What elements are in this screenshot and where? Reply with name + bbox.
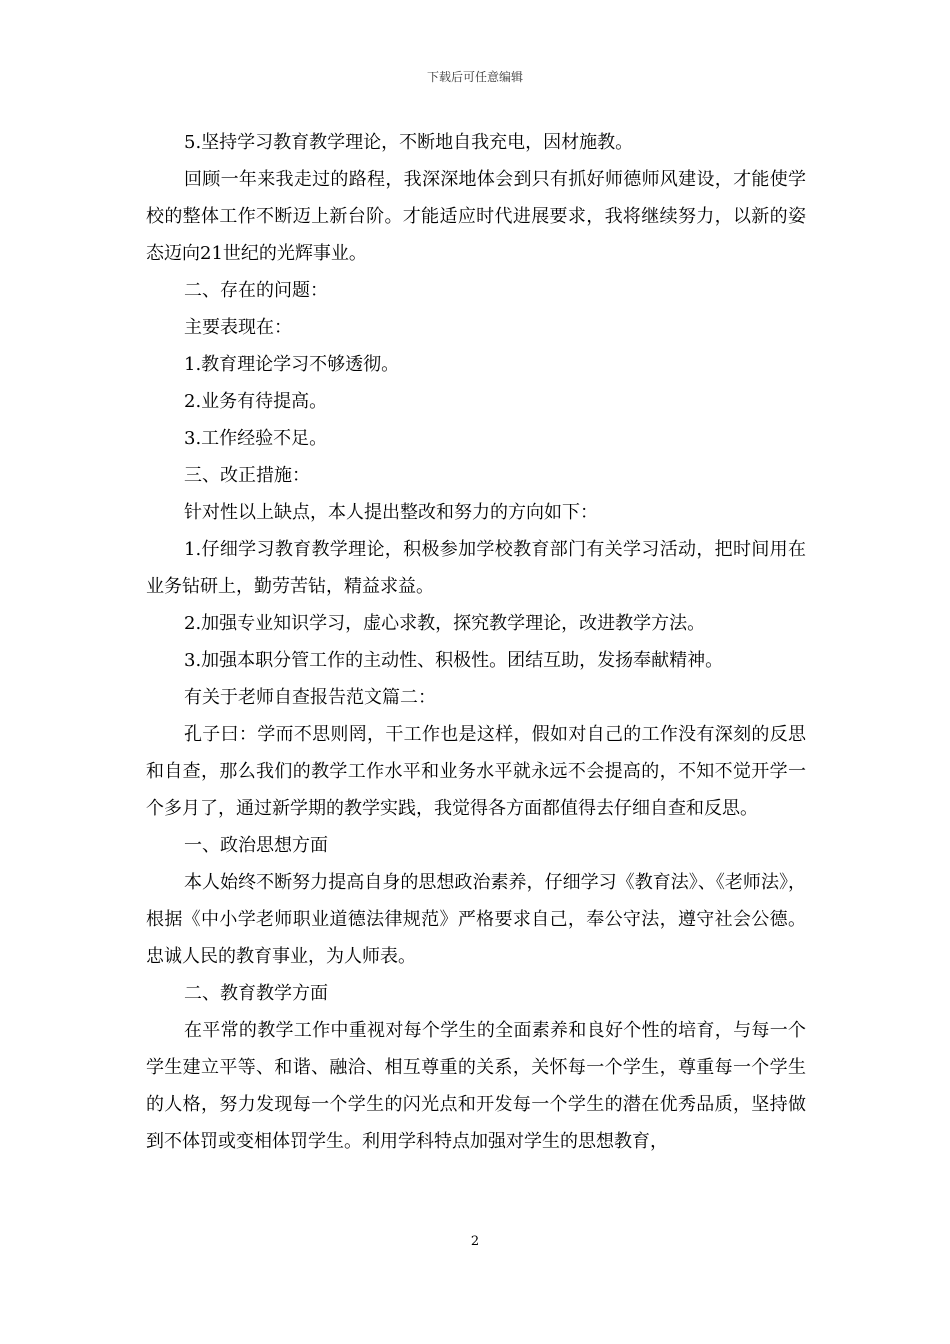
paragraph: 回顾一年来我走过的路程，我深深地体会到只有抓好师德师风建设，才能使学校的整体工作不断迈上新台阶。才能适应时代进展要求，我将继续努力，以新的姿态迈向21世纪的光辉事业。 <box>146 169 806 264</box>
paragraph: 孔子曰：学而不思则罔，干工作也是这样，假如对自己的工作没有深刻的反思和自查，那么我们的教学工作水平和业务水平就永远不会提高的，不知不觉开学一个多月了，通过新学期的教学实践，我觉得各方面都值得去仔细自查和反思。 <box>146 724 806 819</box>
section-heading: 二、教育教学方面 <box>184 983 328 1004</box>
section-heading: 三、改正措施： <box>184 465 310 486</box>
list-item: 3.工作经验不足。 <box>184 428 328 449</box>
page-header: 下载后可任意编辑 <box>426 70 523 84</box>
paragraph: 针对性以上缺点，本人提出整改和努力的方向如下： <box>184 502 598 523</box>
page-number: 2 <box>470 1234 480 1249</box>
section-heading: 二、存在的问题： <box>184 280 328 301</box>
paragraph: 5.坚持学习教育教学理论，不断地自我充电，因材施教。 <box>184 132 634 153</box>
article-title: 有关于老师自查报告范文篇二： <box>184 687 436 708</box>
list-item: 1.教育理论学习不够透彻。 <box>184 354 400 375</box>
paragraph: 在平常的教学工作中重视对每个学生的全面素养和良好个性的培育，与每一个学生建立平等、和谐、融洽、相互尊重的关系，关怀每一个学生，尊重每一个学生的人格，努力发现每一个学生的闪光点和开发每一个学生的潜在优秀品质，坚持做到不体罚或变相体罚学生。利用学科特点加强对学生的思想教育， <box>146 1020 806 1152</box>
section-heading: 一、政治思想方面 <box>184 835 328 856</box>
paragraph: 本人始终不断努力提高自身的思想政治素养，仔细学习《教育法》、《老师法》，根据《中小学老师职业道德法律规范》严格要求自己，奉公守法，遵守社会公德。忠诚人民的教育事业，为人师表。 <box>146 872 806 967</box>
list-item: 2.加强专业知识学习，虚心求教，探究教学理论，改进教学方法。 <box>184 613 706 634</box>
document-body <box>146 124 806 1160</box>
list-item: 3.加强本职分管工作的主动性、积极性。团结互助，发扬奉献精神。 <box>184 650 724 671</box>
paragraph: 主要表现在： <box>184 317 292 338</box>
list-item: 2.业务有待提高。 <box>184 391 328 412</box>
list-item: 1.仔细学习教育教学理论，积极参加学校教育部门有关学习活动，把时间用在业务钻研上，勤劳苦钻，精益求益。 <box>146 539 806 597</box>
